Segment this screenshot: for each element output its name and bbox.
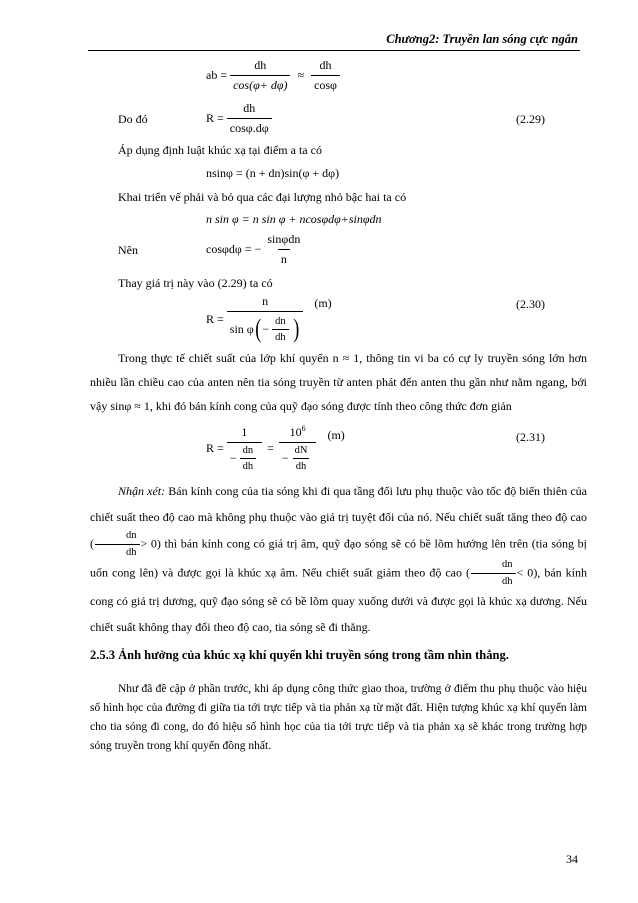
remark-lead: Nhận xét: (118, 484, 166, 498)
remark-text-3: ), bán kính cong có giá trị dương, quỹ đạo sóng sẽ có bề lõm quay xuống dưới và được gọi là khúc xạ dương. Nếu chiết suất không thay đổi theo độ cao, tia sóng sẽ đi thẳng. (90, 565, 587, 634)
eq-ab-approx: ≈ (297, 68, 305, 82)
equation-ab (206, 58, 343, 93)
text-apdung: Áp dụng định luật khúc xạ tại điểm a ta có (118, 143, 322, 157)
paragraph-refraction-index (90, 346, 587, 418)
section-heading-2-5-3: 2.5.3 Ảnh hưởng của khúc xạ khí quyển khi truyền sóng trong tầm nhìn thẳng. (90, 648, 509, 662)
remark-frac1-den: dh (95, 544, 140, 559)
eq-ab-den2: cosφ (311, 75, 340, 93)
eq-ab-fraction-2 (311, 58, 340, 93)
nen-den: n (278, 249, 290, 267)
equation-2-29 (206, 101, 275, 136)
eq231-den1-minus: − (229, 450, 237, 465)
eq230-inner-den: dh (272, 329, 289, 343)
equation-nen (206, 232, 306, 267)
eq231-fraction-2 (279, 424, 317, 472)
nen-label: Nên (118, 243, 138, 257)
eq231-den1-num: dn (242, 444, 254, 456)
paragraph-remark (90, 478, 587, 640)
eq231-den1 (227, 442, 262, 472)
eq230-unit: (m) (314, 296, 332, 310)
nen-fraction (264, 232, 303, 267)
eq-ab-lhs: ab = (206, 68, 228, 82)
eq231-den2-minus: − (281, 451, 289, 465)
eq231-equals: = (267, 440, 274, 455)
eq231-num2-wrap (287, 424, 309, 442)
eq230-right-paren: ) (292, 314, 300, 343)
remark-text-1: Bán kính cong của tia sóng khi đi qua tầng đối lưu phụ thuộc vào tốc độ biến thiên của chiết suất theo độ cao mà không phụ thuộc vào giá trị tuyệt đối của nó. Nếu chiết suất tăng theo độ cao ( (90, 484, 587, 551)
equation-number-2-29: (2.29) (516, 112, 545, 126)
running-header: Chương2: Truyền lan sóng cực ngắn (386, 32, 578, 46)
eq230-den (227, 311, 304, 344)
eq-ab-fraction-1 (230, 58, 290, 93)
eq-ab-num1: dh (254, 58, 267, 72)
eq230-fraction (227, 294, 304, 344)
eq229-num: dh (243, 101, 256, 115)
eq231-den1-den: dh (240, 458, 257, 472)
eq231-den1-fraction (240, 445, 257, 472)
remark-fraction-1 (95, 530, 140, 559)
remark-fraction-2 (471, 559, 516, 588)
eq231-den2 (279, 442, 317, 472)
remark-frac1-num: dn (126, 530, 137, 541)
page-number: 34 (566, 852, 578, 866)
equation-number-2-31: (2.31) (516, 430, 545, 444)
eq231-fraction-1 (227, 425, 262, 472)
eq231-den2-den: dh (293, 458, 310, 472)
text-thay: Thay giá trị này vào (2.29) ta có (118, 276, 273, 290)
do-do-label: Do đó (118, 112, 148, 126)
remark-frac2-den: dh (471, 573, 516, 588)
paragraph-1-text: Trong thực tế chiết suất của lớp khí quyển n ≈ 1, thông tin vi ba có cự ly truyền sóng lớn hơn nhiều lần chiều cao của anten nên tia sóng truyền từ anten phát đến anten thu gần như nằm ngang, bởi vậy sinφ ≈ 1, khi đó bán kính cong của quỹ đạo sóng được tính theo công thức đơn giản (90, 351, 587, 413)
eq230-inner-fraction (272, 316, 289, 343)
text-khaitrien: Khai triển vế phải và bỏ qua các đại lượng nhỏ bậc hai ta có (118, 190, 407, 204)
nen-num: sinφdn (267, 232, 301, 246)
remark-frac2-num: dn (502, 559, 513, 570)
header-rule (88, 50, 580, 51)
equation-number-2-30: (2.30) (516, 297, 545, 311)
eq230-num: n (262, 294, 269, 308)
eq230-left-paren: ( (255, 314, 262, 343)
paragraph-section-body (90, 680, 587, 756)
nen-lhs: cosφdφ = − (206, 242, 262, 256)
eq229-den: cosφ.dφ (227, 118, 272, 136)
eq231-unit: (m) (327, 428, 345, 442)
paragraph-3-text: Như đã đề cập ở phần trước, khi áp dụng công thức giao thoa, trường ở điểm thu phụ thuộc vào hiệu số hình học của đường đi giữa tia tới trực tiếp và tia phản xạ từ mặt đất. Hiện tượng khúc xạ khí quyển làm cho tia sóng đi cong, do đó hiệu số hình học của tia tới trực tiếp và tia phản xạ sẽ khác trong trường hợp sóng truyền trong khí quyển đồng nhất. (90, 683, 587, 752)
equation-2-30 (206, 294, 332, 344)
eq-ab-num2: dh (319, 58, 332, 72)
eq231-num2-exp: 6 (301, 424, 306, 433)
equation-snell: nsinφ = (n + dn)sin(φ + dφ) (206, 166, 340, 180)
remark-cmp-2: < 0 (516, 565, 534, 580)
eq-ab-den1: cos(φ+ dφ) (230, 75, 290, 93)
eq229-lhs: R = (206, 111, 224, 125)
equation-expand: n sin φ = n sin φ + ncosφdφ+sinφdn (206, 212, 382, 226)
eq231-den2-fraction (292, 445, 311, 472)
eq231-num1: 1 (241, 424, 248, 439)
eq229-fraction (227, 101, 272, 136)
eq230-lhs: R = (206, 311, 224, 326)
eq231-den2-num: dN (294, 445, 308, 456)
eq231-lhs: R = (206, 440, 224, 455)
eq230-den-sin: sin φ (229, 321, 254, 336)
eq230-den-minus: − (262, 321, 270, 336)
remark-cmp-1: > 0 (140, 536, 157, 551)
eq231-num2: 10 (289, 425, 302, 439)
equation-2-31 (206, 424, 345, 472)
eq230-inner-num: dn (275, 315, 286, 327)
remark-text-2: ) thì bán kính cong có giá trị âm, quỹ đạo sóng sẽ có bề lõm hướng lên trên (tia sóng bị uốn cong lên) và được gọi là khúc xạ âm. Nếu chiết suất giảm theo độ cao ( (90, 536, 587, 580)
